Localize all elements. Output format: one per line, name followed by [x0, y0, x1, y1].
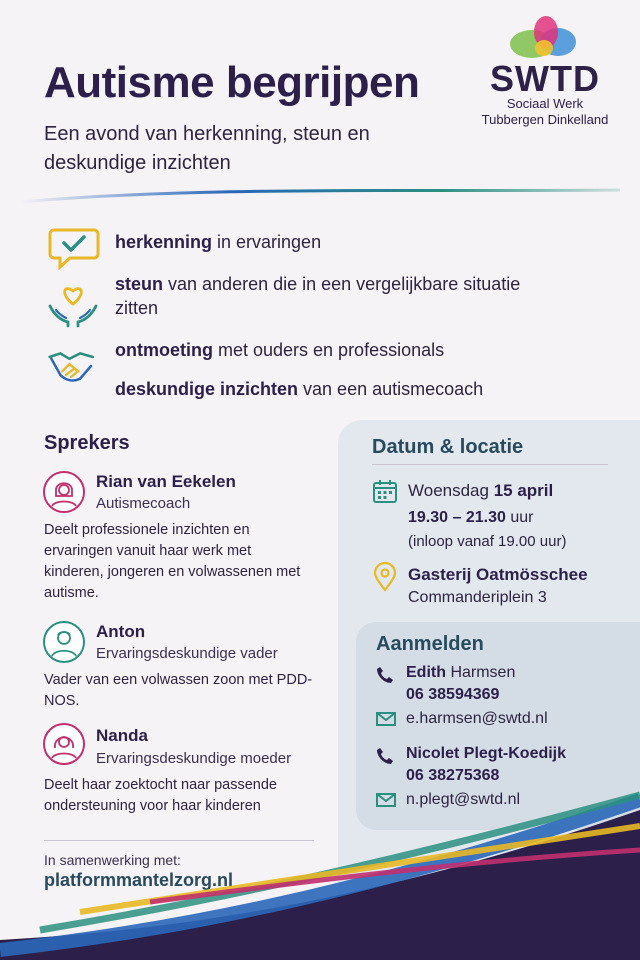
- contact-2-email[interactable]: n.plegt@swtd.nl: [406, 791, 521, 808]
- phone-icon: [376, 666, 394, 684]
- speaker-avatar-icon: [42, 620, 86, 664]
- event-address: Commanderiplein 3: [408, 589, 547, 606]
- speaker-2-desc: Vader van een volwassen zoon met PDD-NOS.: [44, 672, 313, 709]
- event-date-value: 15 april: [493, 481, 554, 500]
- event-day: Woensdag: [408, 481, 494, 500]
- phone-icon: [376, 747, 394, 765]
- speaker-avatar-icon: [42, 722, 86, 766]
- feature-1-bold: herkenning: [115, 232, 213, 252]
- speaker-3-desc: Deelt haar zoektocht naar passende ondersteuning voor haar kinderen: [44, 777, 277, 814]
- calendar-icon: [372, 478, 398, 504]
- feature-2: [115, 272, 535, 320]
- logo-sub-line1: Sociaal Werk: [506, 96, 584, 111]
- contact-2-name: [406, 743, 566, 765]
- event-time-unit: uur: [505, 509, 534, 526]
- contact-1-first: Edith: [406, 664, 446, 681]
- page-title: Autisme begrijpen: [44, 58, 420, 107]
- speakers-heading: Sprekers: [44, 432, 130, 454]
- event-walkin: (inloop vanaf 19.00 uur): [408, 533, 567, 550]
- speaker-3-role: Ervaringsdeskundige moeder: [96, 750, 292, 767]
- handshake-icon: [46, 342, 100, 390]
- feature-4-text: van een autismecoach: [298, 379, 484, 399]
- contact-1-email[interactable]: e.harmsen@swtd.nl: [406, 710, 548, 727]
- speaker-1-desc: Deelt professionele inzichten en ervaringen vanuit haar werk met kinderen, jongeren en volwassenen met autisme.: [44, 522, 301, 601]
- contact-1-phone[interactable]: 06 38594369: [406, 686, 500, 703]
- feature-3: [115, 338, 535, 362]
- speaker-3-name: Nanda: [96, 726, 148, 745]
- speaker-2-role: Ervaringsdeskundige vader: [96, 645, 278, 662]
- logo-sub-line2: Tubbergen Dinkelland: [481, 112, 609, 127]
- feature-3-text: met ouders en professionals: [212, 340, 445, 360]
- event-heading: Datum & locatie: [372, 436, 524, 458]
- feature-4-bold: deskundige inzichten: [115, 379, 299, 399]
- divider: [372, 464, 608, 465]
- event-date: [408, 480, 553, 502]
- feature-4: [115, 377, 535, 401]
- speaker-1-role: Autismecoach: [96, 495, 191, 512]
- logo-subtitle: [450, 96, 640, 128]
- decorative-wave-top: [0, 178, 640, 208]
- decorative-wave-bottom: [0, 790, 640, 960]
- contact-2-phone[interactable]: 06 38275368: [406, 767, 500, 784]
- partner-label: In samenwerking met:: [44, 852, 181, 868]
- contact-1-last: Harmsen: [446, 664, 516, 681]
- feature-3-bold: ontmoeting: [115, 340, 213, 360]
- contact-1-name: [406, 662, 515, 684]
- location-pin-icon: [373, 562, 397, 592]
- register-heading: Aanmelden: [376, 633, 484, 655]
- logo-wordmark: SWTD: [490, 58, 600, 99]
- page-subtitle: Een avond van herkenning, steun en deskundige inzichten: [44, 123, 370, 174]
- partner-link[interactable]: platformmantelzorg.nl: [44, 870, 234, 890]
- mail-icon: [376, 712, 396, 726]
- speaker-avatar-icon: [42, 470, 86, 514]
- event-venue: Gasterij Oatmösschee: [408, 565, 588, 584]
- speaker-2-name: Anton: [96, 622, 146, 641]
- speaker-1-name: Rian van Eekelen: [96, 472, 236, 491]
- contact-2-first: Nicolet Plegt-Koedijk: [406, 745, 567, 762]
- speech-check-icon: [48, 224, 102, 272]
- feature-1-text: in ervaringen: [212, 232, 322, 252]
- feature-1: [115, 230, 535, 254]
- event-time: [408, 507, 533, 529]
- heart-hands-icon: [46, 280, 100, 328]
- feature-2-bold: steun: [115, 274, 164, 294]
- feature-2-text: van anderen die in een vergelijkbare situatie zitten: [115, 274, 521, 318]
- event-time-value: 19.30 – 21.30: [408, 509, 506, 526]
